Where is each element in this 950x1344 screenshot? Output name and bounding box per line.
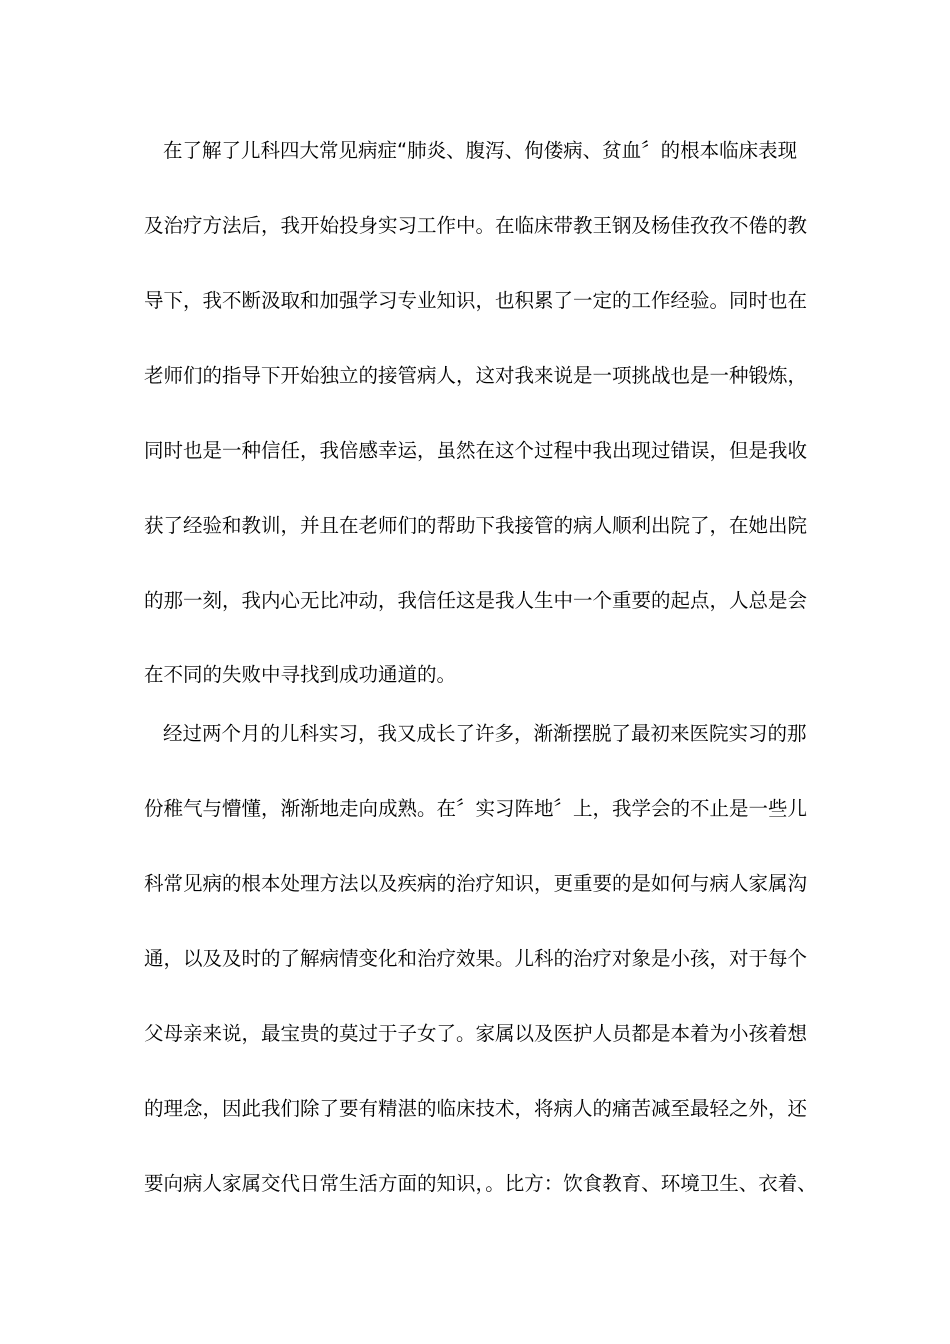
text-line: 同时也是一种信任，我倍感幸运，虽然在这个过程中我出现过错误，但是我收	[144, 439, 808, 462]
text-line: 在了解了儿科四大常见病症“肺炎、腹泻、佝偻病、贫血〞的根本临床表现	[163, 139, 798, 162]
text-line: 经过两个月的儿科实习，我又成长了许多，渐渐摆脱了最初来医院实习的那	[163, 722, 807, 745]
text-line: 导下，我不断汲取和加强学习专业知识，也积累了一定的工作经验。同时也在	[144, 289, 808, 312]
text-line: 的那一刻，我内心无比冲动，我信任这是我人生中一个重要的起点，人总是会	[144, 589, 808, 612]
text-line: 获了经验和教训，并且在老师们的帮助下我接管的病人顺利出院了，在她出院	[144, 514, 808, 537]
text-line: 的理念，因此我们除了要有精湛的临床技术，将病人的痛苦减至最轻之外，还	[144, 1097, 808, 1120]
text-line: 要向病人家属交代日常生活方面的知识，。比方：饮食教育、环境卫生、衣着、	[144, 1172, 817, 1195]
text-line: 及治疗方法后，我开始投身实习工作中。在临床带教王钢及杨佳孜孜不倦的教	[144, 214, 808, 237]
text-line: 老师们的指导下开始独立的接管病人，这对我来说是一项挑战也是一种锻炼，	[144, 364, 808, 387]
text-line: 科常见病的根本处理方法以及疾病的治疗知识，更重要的是如何与病人家属沟	[144, 872, 808, 895]
text-line: 父母亲来说，最宝贵的莫过于子女了。家属以及医护人员都是本着为小孩着想	[144, 1022, 808, 1045]
text-line: 通，以及及时的了解病情变化和治疗效果。儿科的治疗对象是小孩，对于每个	[144, 947, 808, 970]
text-line: 在不同的失败中寻找到成功通道的。	[144, 663, 457, 686]
text-line: 份稚气与懵懂，渐渐地走向成熟。在〞实习阵地〞上，我学会的不止是一些儿	[144, 797, 808, 820]
